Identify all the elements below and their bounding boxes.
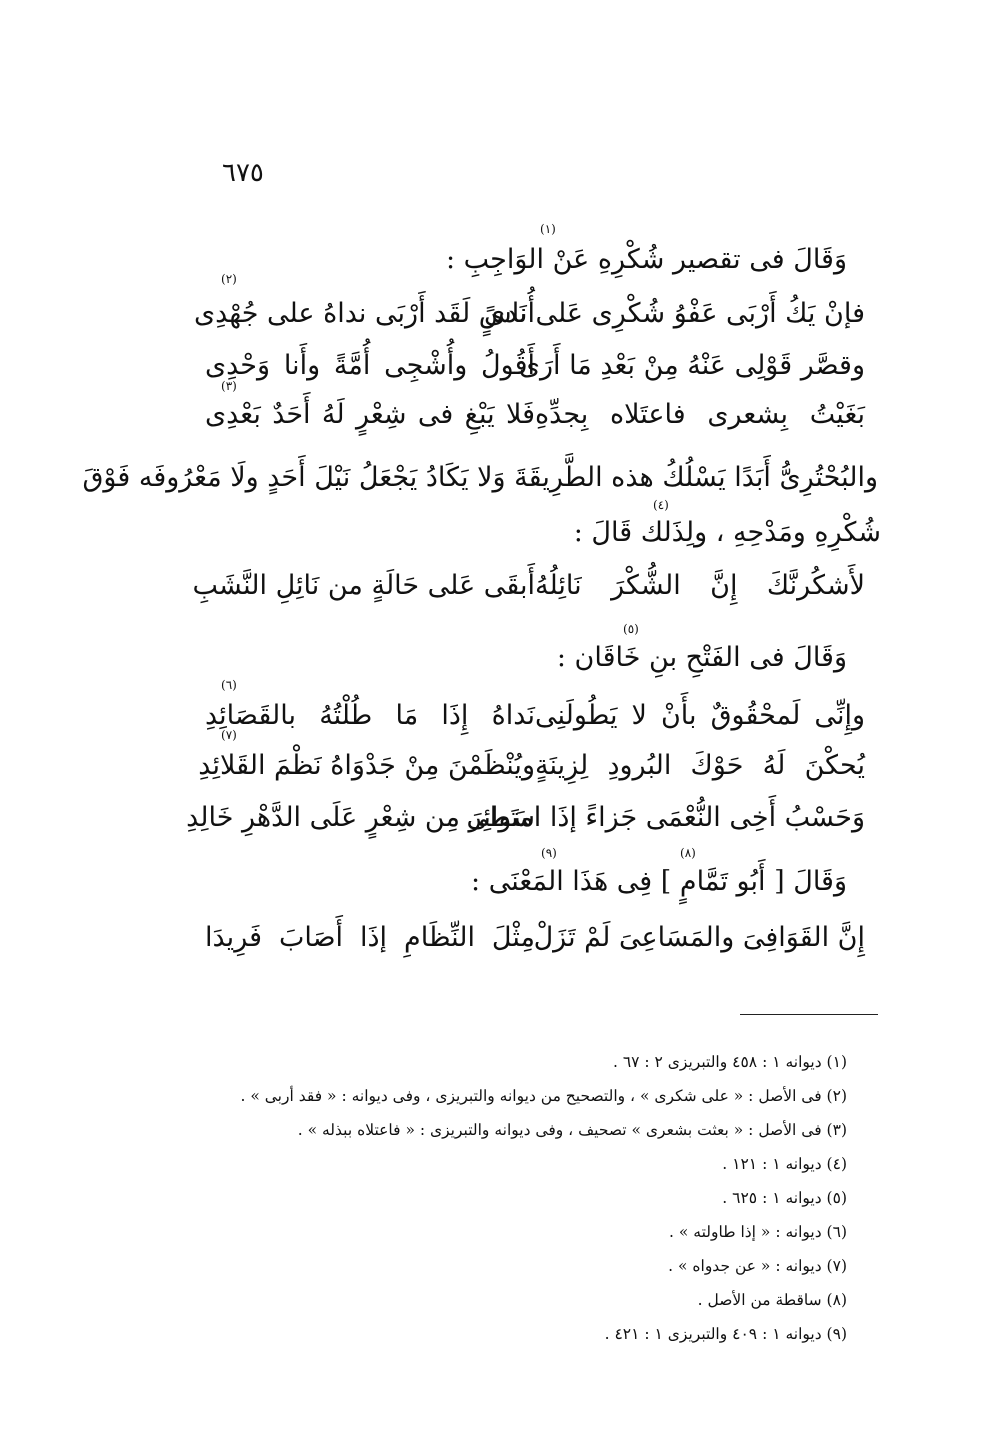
note-marker-1: (١) [540, 222, 556, 236]
verse-first-hemistich: فإنْ يَكُ أَرْبَى عَفْوُ شُكْرِى عَلى نَدىً [484, 298, 865, 329]
footnote: (٧) ديوانه : « عن جدواه » . [668, 1257, 847, 1275]
verse-row [205, 922, 865, 962]
heading-shukr: وَقَالَ فى تقصير شُكْرِهِ عَنْ الوَاجِبِ : [445, 244, 847, 275]
verse-first-hemistich: يُحكْنَ لَهُ حَوْكَ البُرودِ لِزِينَةٍ [535, 750, 865, 781]
verse-first-hemistich: لأَشكُرنَّكَ إِنَّ الشُّكْرَ نَائِلُهُ [535, 570, 865, 601]
footnote: (٥) ديوانه ١ : ٦٢٥ . [722, 1189, 847, 1207]
footnote-separator [740, 1014, 878, 1015]
verse-row [205, 700, 865, 740]
note-marker-9: (٩) [541, 846, 557, 860]
note-marker-3: (٣) [221, 379, 237, 393]
footnote: (٢) فى الأصل : « على شكرى » ، والتصحيح من ديوانه والتبريزى ، وفى ديوانه : « فقد أربى » . [240, 1087, 847, 1105]
verse-first-hemistich: وَحَسْبُ أَخِى النُّعْمَى جَزاءً إذَا امتَطى [466, 802, 865, 833]
verse-first-hemistich: إِنَّ القَوَافِىَ والمَسَاعِىَ لَمْ تَزَلْ [533, 922, 865, 953]
footnote: (٣) فى الأصل : « بعثت بشعرى » تصحيف ، وفى ديوانه والتبريزى : « فاعتلاه ببذله » . [297, 1121, 847, 1139]
note-marker-7: (٧) [221, 728, 237, 742]
verse-row [205, 350, 865, 390]
verse-second-hemistich: أُناسٍ لَقَد أَرْبَى نداهُ على جُهْدِى [193, 298, 535, 329]
footnote: (٦) ديوانه : « إذا طاولته » . [669, 1223, 847, 1241]
note-marker-2: (٢) [221, 272, 237, 286]
verse-second-hemistich: فَلا يَبْغِ فى شِعْرٍ لَهُ أَحَدٌ بَعْدِى [205, 399, 535, 430]
note-marker-8: (٨) [680, 846, 696, 860]
footnote: (٨) ساقطة من الأصل . [697, 1291, 847, 1309]
verse-second-hemistich: أَبقَى عَلى حَالَةٍ من نَائِلِ النَّشَبِ [192, 570, 535, 601]
footnote: (٩) ديوانه ١ : ٤٠٩ والتبريزى ١ : ٤٢١ . [604, 1325, 847, 1343]
prose-line: والبُحْتُرِىُّ أَبَدًا يَسْلُكُ هذه الطَّرِيقَةَ وَلا يَكَادُ يَجْعَلُ نَيْلَ أَحَدٍ ولَا مَعْرُوفَه فَوْقَ [82, 462, 878, 493]
verse-first-hemistich: وقصَّر قَوْلِى عَنْهُ مِنْ بَعْدِ مَا أَرَى [518, 350, 865, 381]
heading-fath: وَقَالَ فى الفَتْحِ بنِ خَاقَان : [556, 642, 847, 673]
prose-line: شُكْرِهِ ومَدْحِهِ ، ولِذَلك قَالَ : [573, 517, 881, 548]
footnotes [241, 1045, 848, 1351]
verse-second-hemistich: سَوائِرَ مِن شِعْرٍ عَلَى الدَّهْرِ خَالِدِ [186, 802, 535, 833]
footnote: (٤) ديوانه ١ : ١٢١ . [722, 1155, 847, 1173]
note-marker-4: (٤) [653, 498, 669, 512]
verse-second-hemistich: أَقُولُ وأُشْجِى أُمَّةً وأَنا وَحْدِى [205, 350, 535, 381]
note-marker-5: (٥) [623, 622, 639, 636]
verse-row [193, 298, 865, 338]
verse-row [198, 750, 865, 790]
page-number: ٦٧٥ [222, 158, 264, 188]
verse-row [205, 399, 865, 439]
verse-row [186, 802, 865, 842]
verse-second-hemistich: ويُنْظَمْنَ مِنْ جَدْوَاهُ نَظْمَ القَلائِدِ [198, 750, 535, 781]
verse-first-hemistich: بَغَيْتُ بِشعرى فاعتَلاه بِجدِّهِ [535, 399, 865, 430]
verse-row [192, 570, 865, 610]
verse-first-hemistich: وإِنِّى لَمحْقُوقٌ بأَنْ لا يَطُولَنِى [535, 700, 865, 731]
note-marker-6: (٦) [221, 678, 237, 692]
footnote: (١) ديوانه ١ : ٤٥٨ والتبريزى ٢ : ٦٧ . [612, 1053, 847, 1071]
heading-abu-tammam: وَقَالَ [ أَبُو تَمَّامٍ ] فِى هَذَا المَعْنَى : [471, 866, 847, 897]
verse-second-hemistich: مِثْلَ النِّظَامِ إذَا أَصَابَ فَرِيدَا [205, 922, 535, 953]
verse-second-hemistich: نَداهُ إِذَا مَا طُلْتُهُ بالقَصَائِدِ [205, 700, 535, 731]
